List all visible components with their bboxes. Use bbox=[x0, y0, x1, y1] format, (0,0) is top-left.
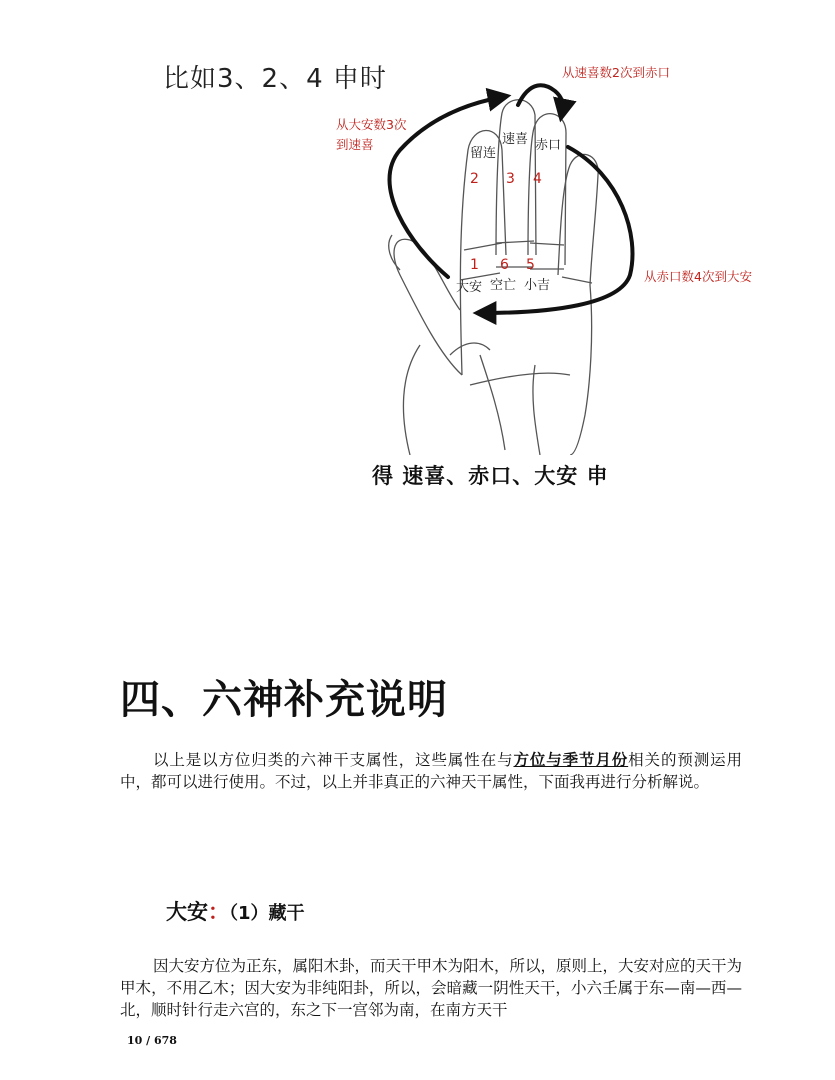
hand-diagram bbox=[330, 55, 790, 455]
figure-caption: 得 速喜、赤口、大安 申 bbox=[372, 464, 609, 488]
arrow-suxi-to-chikou bbox=[518, 85, 563, 113]
paragraph-emphasis: 方位与季节月份 bbox=[513, 750, 629, 769]
label-liulian: 留连 bbox=[470, 146, 497, 161]
paragraph-text-after: 相关的预测运用中，都可以进行使用。不过，以上并非真正的六神天干属性，下面我再进行分析解说。 bbox=[120, 751, 742, 791]
annotation-to-suxi-line2: 到速喜 bbox=[336, 137, 374, 152]
number-4: 4 bbox=[533, 171, 542, 187]
subsection-paragraph: 因大安方位为正东，属阳木卦，而天干甲木为阳木，所以，原则上，大安对应的天干为甲木，不用乙木；因大安为非纯阳卦，所以，会暗藏一阴性天干，小六壬属于东—南—西—北，顺时针行走六宫的，东之下一宫邻为南，在南方天干 bbox=[120, 957, 743, 1019]
label-xiaoji: 小吉 bbox=[524, 278, 551, 293]
subsection-title: 大安 bbox=[166, 900, 208, 924]
number-1: 1 bbox=[470, 257, 479, 273]
subsection-item: （1）藏干 bbox=[229, 903, 305, 924]
annotation-to-chikou: 从速喜数2次到赤口 bbox=[562, 65, 670, 80]
annotation-to-daan: 从赤口数4次到大安 bbox=[644, 269, 752, 284]
label-daan: 大安 bbox=[456, 280, 483, 295]
section-paragraph bbox=[120, 749, 742, 793]
number-2: 2 bbox=[470, 171, 479, 187]
paragraph-text-before: 以上是以方位归类的六神干支属性，这些属性在与 bbox=[153, 751, 514, 769]
page-number: 10 / 678 bbox=[127, 1034, 177, 1047]
number-3: 3 bbox=[506, 171, 515, 187]
annotation-to-suxi-line1: 从大安数3次 bbox=[336, 117, 407, 132]
label-kongwang: 空亡 bbox=[490, 278, 517, 293]
label-suxi: 速喜 bbox=[502, 132, 529, 147]
subsection-colon: ： bbox=[208, 900, 229, 924]
section-heading: 四、六神补充说明 bbox=[120, 677, 448, 723]
subsection-heading bbox=[166, 896, 305, 926]
number-6: 6 bbox=[500, 257, 509, 273]
example-title: 比如3、2、4 申时 bbox=[163, 64, 387, 94]
number-5: 5 bbox=[526, 257, 535, 273]
label-chikou: 赤口 bbox=[535, 138, 562, 153]
